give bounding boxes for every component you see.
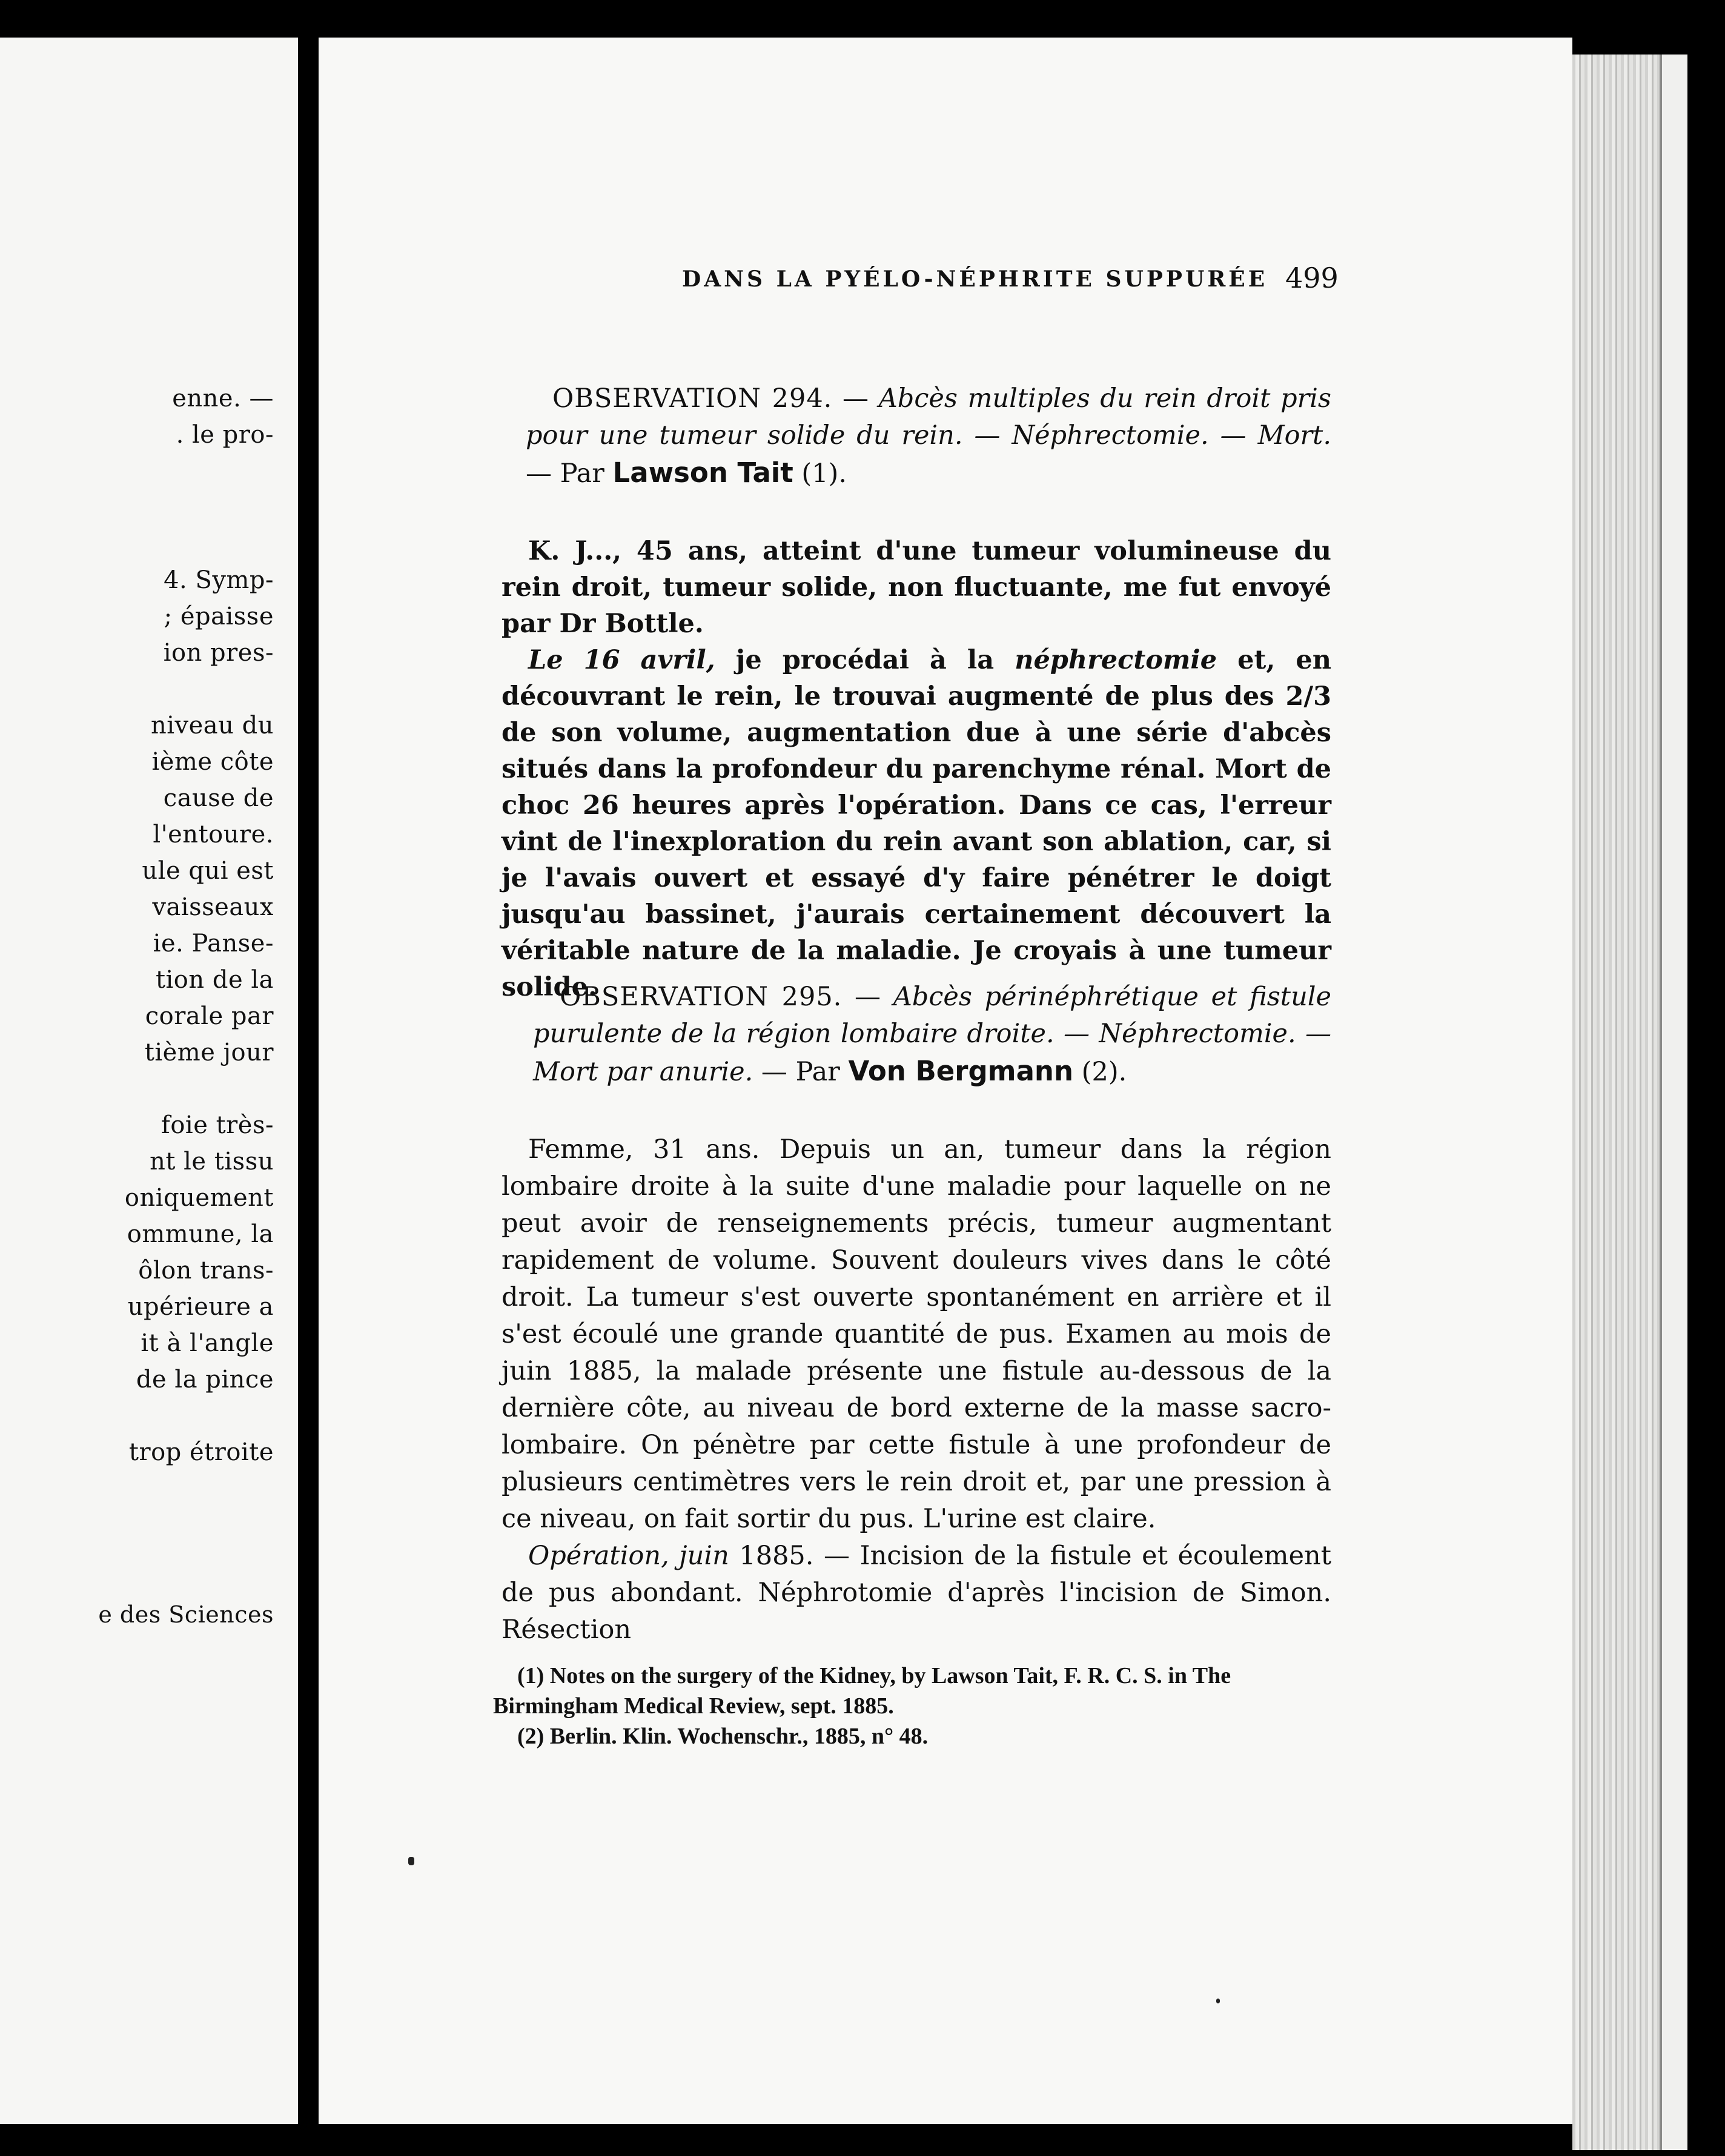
left-page-line: ; épaisse — [164, 603, 274, 630]
ink-speck — [1216, 1999, 1220, 2003]
left-page-line: . le pro- — [176, 421, 274, 449]
left-page-line: ôlon trans- — [138, 1257, 274, 1285]
italic-text: néphrectomie — [1015, 645, 1217, 675]
left-page-line: ième côte — [151, 748, 274, 776]
left-page-line: niveau du — [150, 712, 274, 739]
paragraph: Femme, 31 ans. Depuis un an, tumeur dans la région lombaire droite à la suite d'une maladie pour laquelle on ne peut avoir de renseignements précis, tumeur augmentant rapidement de volume. Souvent douleurs vives dans le côté droit. La tumeur s'est ouverte spontanément en arrière et il s'est écoulé une grande quantité de pus. Examen au mois de juin 1885, la malade présente une fistule au-dessous de la dernière côte, au niveau de bord externe de la masse sacro-lombaire. On pénètre par cette fistule à une profondeur de plusieurs centimètres vers le rein droit et, par une pression à ce niveau, on fait sortir du pus. L'urine est claire. — [502, 1134, 1331, 1534]
par-text: — Par — [526, 458, 613, 489]
left-page-line: it à l'angle — [141, 1329, 274, 1357]
left-page-line: e des Sciences — [98, 1601, 274, 1628]
footnotes — [493, 1661, 1329, 1751]
footnote-ref: (1). — [793, 458, 847, 489]
book-cover-edge — [1660, 55, 1687, 2150]
author-name: Lawson Tait — [612, 457, 793, 489]
paragraph-text: 1885. — Incision de la fistule et écoulement de pus abondant. Néphrotomie d'après l'incision de Simon. Résection — [502, 1541, 1331, 1645]
observation-295 — [502, 979, 1331, 1091]
paragraph-text: et, en découvrant le rein, le trouvai augmenté de plus des 2/3 de son volume, augmentation due à une série d'abcès situés dans la profondeur du parenchyme rénal. Mort de choc 26 heures après l'opération. Dans ce cas, l'erreur vint de l'inexploration du rein avant son ablation, car, si je l'avais ouvert et essayé d'y faire pénétrer le doigt jusqu'au bassinet, j'aurais certainement découvert la véritable nature de la maladie. Je croyais à une tumeur solide. — [502, 645, 1332, 1002]
right-page — [319, 38, 1572, 2124]
left-page-line: 4. Symp- — [164, 566, 274, 594]
footnote-2: (2) Berlin. Klin. Wochenschr., 1885, n° 48. — [517, 1724, 929, 1749]
left-page-line: l'entoure. — [153, 821, 274, 848]
observation-294-body — [502, 533, 1331, 1005]
left-page-line: foie très- — [161, 1111, 274, 1139]
dash: — — [842, 982, 893, 1012]
left-page-line: ule qui est — [142, 857, 274, 885]
left-page-line: ie. Panse- — [153, 930, 274, 957]
footnote-ref: (2). — [1073, 1057, 1127, 1087]
running-title: DANS LA PYÉLO-NÉPHRITE SUPPURÉE — [682, 266, 1268, 292]
left-page-line: cause de — [163, 784, 274, 812]
left-page-line: ion pres- — [163, 639, 274, 667]
left-page-line: vaisseaux — [152, 893, 274, 921]
observation-title: Abcès périnéphrétique et fistule purulente de la région lombaire droite. — Néphrectomie. — Mort par anurie. — [533, 982, 1331, 1087]
dash: — — [832, 383, 879, 414]
left-page-line: upérieure a — [127, 1293, 274, 1321]
observation-label: OBSERVATION 294. — [552, 383, 833, 414]
left-page-line: tième jour — [144, 1039, 274, 1066]
observation-294 — [502, 380, 1331, 492]
page-number: 499 — [1285, 262, 1339, 294]
observation-title: Abcès multiples du rein droit pris pour une tumeur solide du rein. — Néphrectomie. — Mort. — [526, 383, 1331, 451]
paragraph — [502, 1538, 1331, 1648]
left-page-line: tion de la — [155, 966, 274, 994]
author-name: Von Bergmann — [848, 1055, 1074, 1087]
italic-text: Le 16 avril, — [528, 645, 715, 675]
left-page-line: trop étroite — [128, 1438, 274, 1466]
ink-speck — [408, 1857, 414, 1865]
left-page-line: enne. — — [172, 385, 274, 412]
left-page-line: de la pince — [136, 1366, 274, 1394]
observation-295-body — [502, 1131, 1331, 1648]
left-page-line: corale par — [145, 1002, 274, 1030]
left-page-line: oniquement — [124, 1184, 274, 1212]
par-text: — Par — [753, 1057, 849, 1087]
observation-heading — [502, 979, 1331, 1091]
paragraph: K. J..., 45 ans, atteint d'une tumeur volumineuse du rein droit, tumeur solide, non fluctuante, me fut envoyé par Dr Bottle. — [502, 536, 1331, 639]
left-page-line: ommune, la — [127, 1220, 274, 1248]
left-facing-page — [0, 38, 298, 2124]
observation-heading — [502, 380, 1331, 492]
left-page-line: nt le tissu — [150, 1148, 274, 1176]
footnote-1: (1) Notes on the surgery of the Kidney, by Lawson Tait, F. R. C. S. in The Birmingham Medical Review, sept. 1885. — [493, 1663, 1231, 1719]
paragraph-text: je procédai à la — [715, 645, 1015, 675]
observation-label: OBSERVATION 295. — [560, 982, 843, 1012]
italic-text: Opération, juin — [528, 1541, 729, 1571]
paragraph — [502, 642, 1331, 1005]
